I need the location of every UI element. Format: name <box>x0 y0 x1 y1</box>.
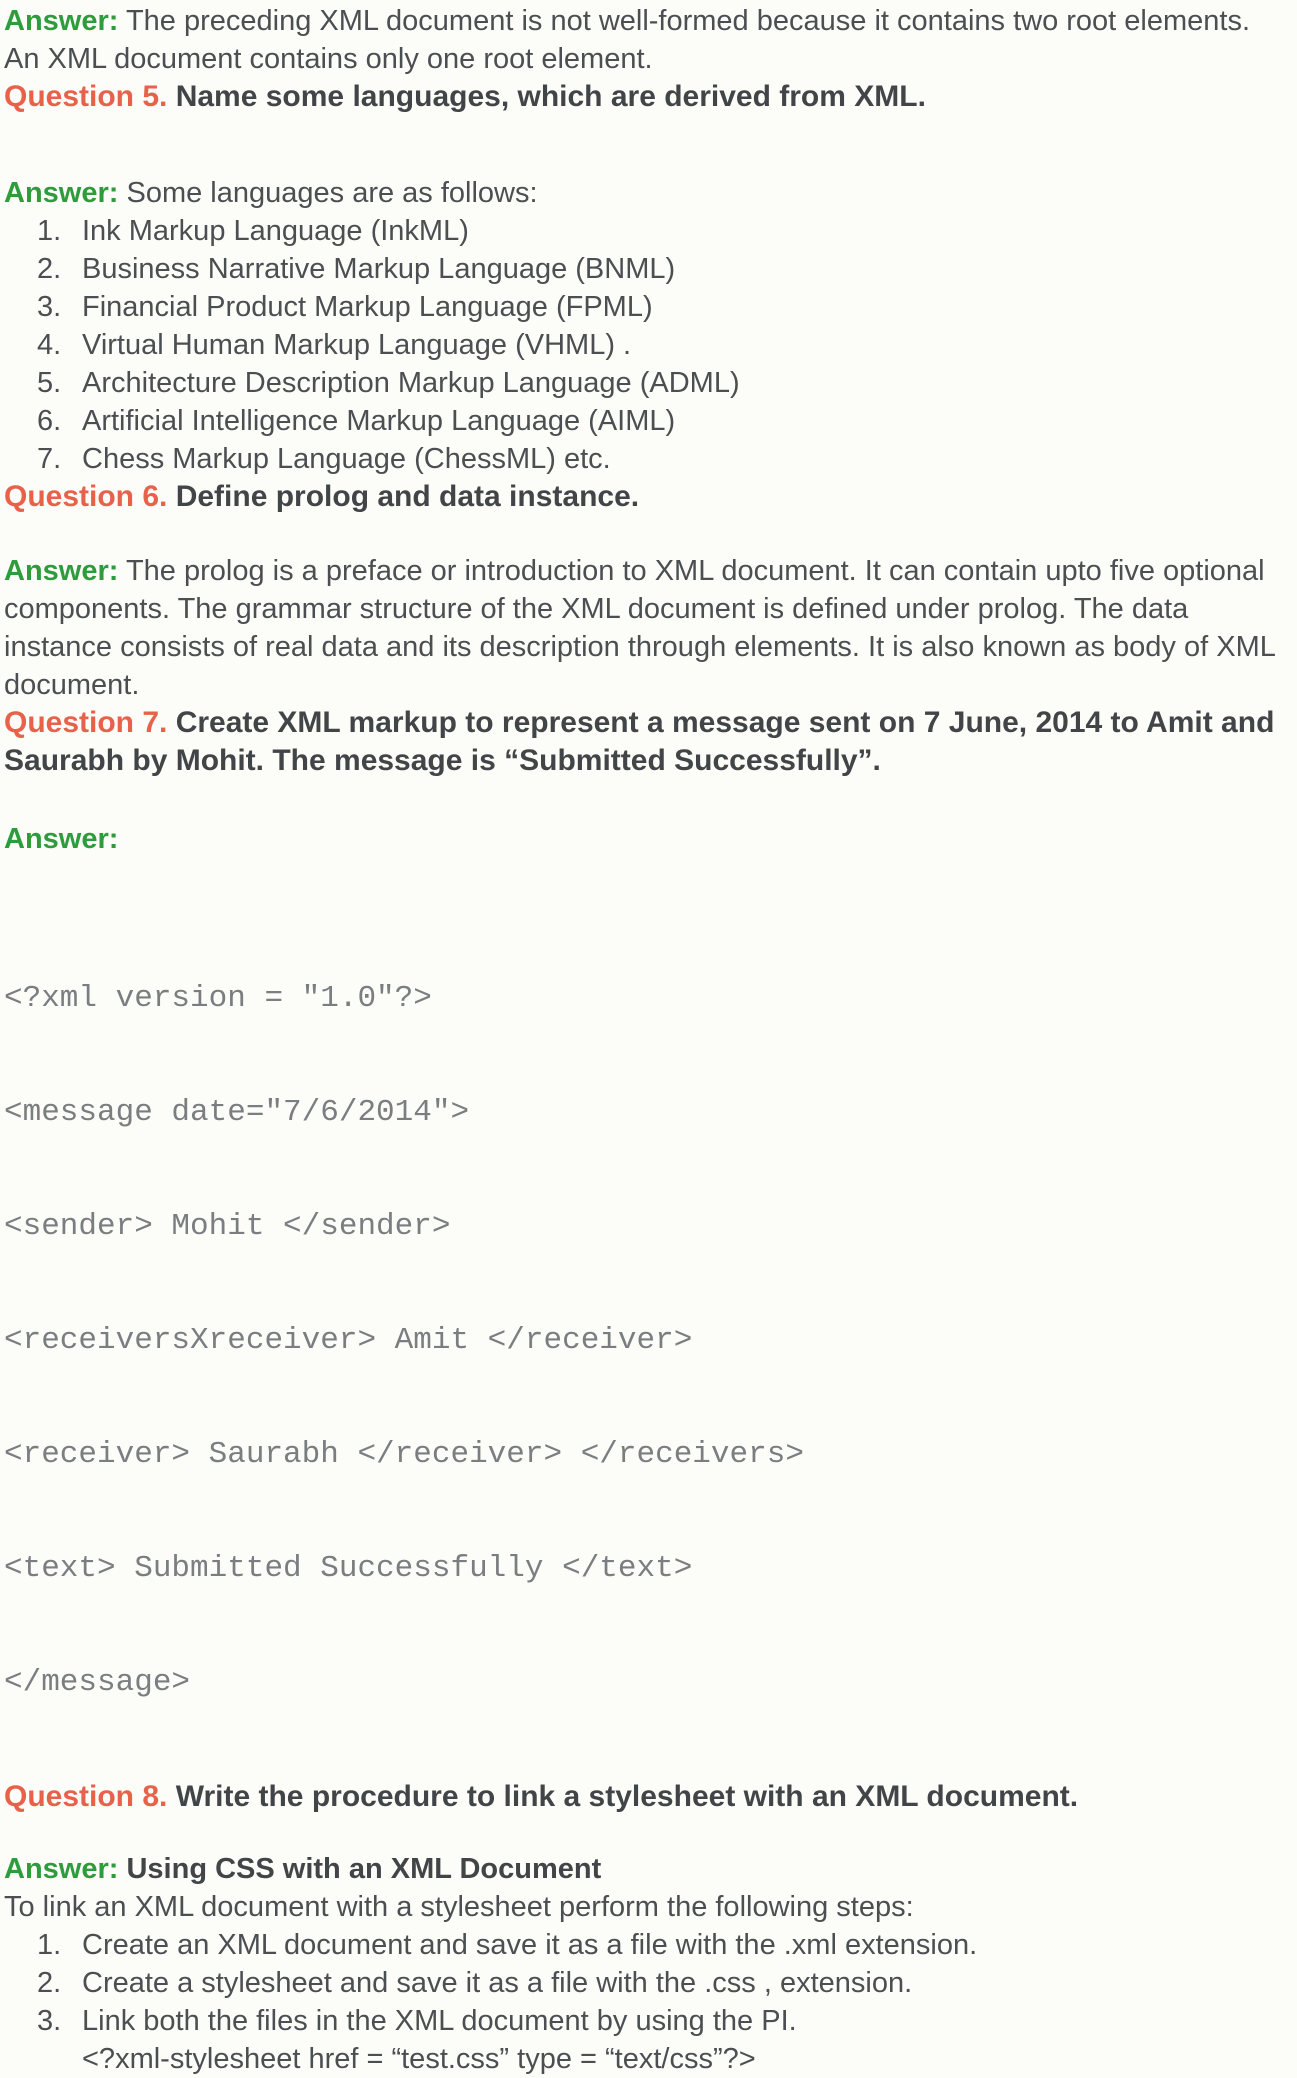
question-5-title: Name some languages, which are derived from XML. <box>175 80 926 113</box>
list-item: Ink Markup Language (InkML) <box>82 215 469 247</box>
list-item: Chess Markup Language (ChessML) etc. <box>82 443 611 475</box>
code-line: <sender> Mohit </sender> <box>4 1209 451 1244</box>
answer-6-text: The prolog is a preface or introduction to XML document. It can contain upto five optional components. The grammar structure of the XML document is defined under prolog. The data instance consists of real data and its description through elements. It is also known as body of XML document. <box>4 555 1275 701</box>
answer-label: Answer: <box>4 177 119 209</box>
answer-6-paragraph <box>4 552 1291 704</box>
question-5-label: Question 5. <box>4 80 168 113</box>
list-item: Business Narrative Markup Language (BNML) <box>82 253 676 285</box>
code-line: <receiversXreceiver> Amit </receiver> <box>4 1323 693 1358</box>
code-line: <receiver> Saurabh </receiver> </receivers> <box>4 1437 804 1472</box>
xml-code-block <box>4 904 1291 1778</box>
list-item: Virtual Human Markup Language (VHML) . <box>82 329 632 361</box>
code-line: </message> <box>4 1665 191 1700</box>
stylesheet-steps-list <box>4 1926 1291 2078</box>
answer-7-paragraph <box>4 820 1291 858</box>
question-6-title: Define prolog and data instance. <box>175 480 640 513</box>
answer-4-paragraph <box>4 2 1291 78</box>
list-item <box>4 2002 1291 2078</box>
answer-8-subtitle-line <box>4 1850 1291 1888</box>
answer-label: Answer: <box>4 1853 119 1885</box>
question-7-title: Create XML markup to represent a message sent on 7 June, 2014 to Amit and Saurabh by Mohit. The message is “Submitted Successfully”. <box>4 706 1275 777</box>
derived-languages-list <box>4 212 1291 478</box>
code-line: <?xml version = "1.0"?> <box>4 981 432 1016</box>
answer-label: Answer: <box>4 5 119 37</box>
list-item: Architecture Description Markup Language (ADML) <box>82 367 740 399</box>
question-6-label: Question 6. <box>4 480 168 513</box>
question-8-label: Question 8. <box>4 1780 168 1813</box>
list-item <box>4 1926 1291 1964</box>
answer-5-text: Some languages are as follows: <box>126 177 538 209</box>
answer-8-subtitle: Using CSS with an XML Document <box>126 1853 602 1885</box>
list-item: Artificial Intelligence Markup Language (AIML) <box>82 405 676 437</box>
question-7-label: Question 7. <box>4 706 168 739</box>
answer-label: Answer: <box>4 555 119 587</box>
step-text: Create an XML document and save it as a file with the .xml extension. <box>82 1929 978 1961</box>
question-8-heading <box>4 1778 1291 1816</box>
question-6-heading <box>4 478 1291 516</box>
answer-8-block <box>4 1850 1291 1926</box>
step-text: Create a stylesheet and save it as a file with the .css , extension. <box>82 1967 913 1999</box>
stylesheet-pi-line: <?xml-stylesheet href = “test.css” type = “text/css”?> <box>82 2043 756 2075</box>
list-item <box>4 1964 1291 2002</box>
answer-5-paragraph <box>4 174 1291 212</box>
answer-8-intro: To link an XML document with a stylesheet perform the following steps: <box>4 1891 914 1923</box>
answer-label: Answer: <box>4 823 119 855</box>
step-text: Link both the files in the XML document by using the PI. <box>82 2005 797 2037</box>
code-line: <text> Submitted Successfully </text> <box>4 1551 693 1586</box>
answer-4-text: The preceding XML document is not well-formed because it contains two root elements. An XML document contains only one root element. <box>4 5 1251 75</box>
list-item: Financial Product Markup Language (FPML) <box>82 291 653 323</box>
question-5-heading <box>4 78 1291 116</box>
question-8-title: Write the procedure to link a stylesheet with an XML document. <box>175 1780 1079 1813</box>
question-7-heading <box>4 704 1291 780</box>
code-line: <message date="7/6/2014"> <box>4 1095 470 1130</box>
